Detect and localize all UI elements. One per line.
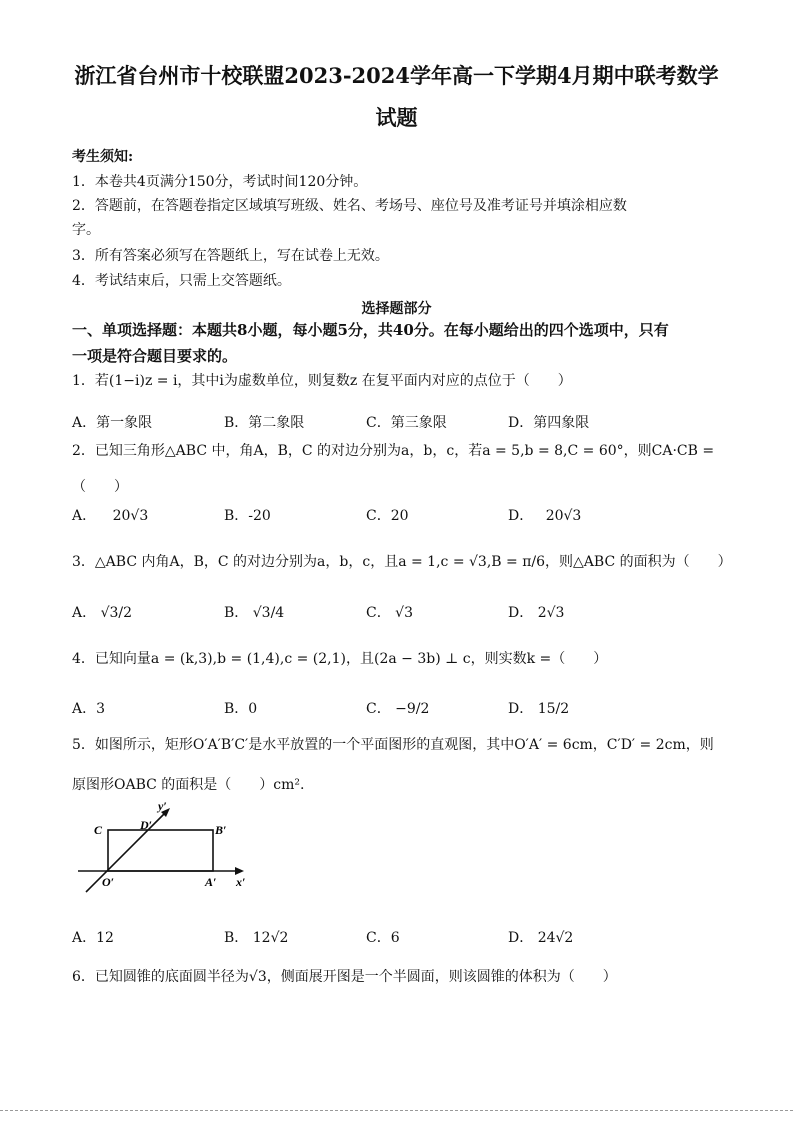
page-title-cont: 试题 [375, 105, 418, 130]
q1-option-d: D．第四象限 [508, 415, 590, 431]
rectangle-oabc [108, 830, 213, 871]
q5-option-b: B． 12√2 [224, 930, 289, 946]
q4-option-d: D． 15/2 [508, 701, 570, 717]
label-c: C [94, 823, 103, 837]
q2-option-a-value: 20√3 [112, 508, 149, 524]
oblique-rectangle-figure [78, 800, 253, 900]
q2-option-a: A． 20√3 [72, 508, 149, 524]
question-4-stem: 4．已知向量a = (k,3),b = (1,4),c = (2,1)，且(2a − 3b) ⊥ c，则实数k =（ ） [72, 651, 608, 667]
q5-option-d-value: 24√2 [537, 930, 574, 946]
page-title: 浙江省台州市十校联盟2023-2024学年高一下学期4月期中联考数学 [74, 63, 719, 88]
q2-option-b: B．-20 [224, 508, 271, 524]
q2-option-d: D． 20√3 [508, 508, 582, 524]
q4-option-c: C． −9/2 [366, 701, 430, 717]
q3-option-c-value: √3 [395, 605, 413, 621]
notice-item: 1．本卷共4页满分150分，考试时间120分钟。 [72, 174, 368, 190]
q3-option-b-value: √3/4 [252, 605, 285, 621]
question-2-stem: 2．已知三角形△ABC 中，角A，B，C 的对边分别为a，b，c，若a = 5,b = 8,C = 60°，则CA·CB = [72, 443, 715, 459]
q4-option-d-value: 15/2 [537, 701, 570, 717]
q1-option-c: C．第三象限 [366, 415, 447, 431]
q4-option-c-value: −9/2 [395, 701, 430, 717]
q3-option-a-value: √3/2 [100, 605, 133, 621]
question-3-stem: 3．△ABC 内角A，B，C 的对边分别为a，b，c，且a = 1,c = √3,B = π/6，则△ABC 的面积为（ ） [72, 554, 732, 570]
q1-option-b: B．第二象限 [224, 415, 305, 431]
q3-option-b: B． √3/4 [224, 605, 285, 621]
q3-option-d-value: 2√3 [537, 605, 565, 621]
q3-option-d: D． 2√3 [508, 605, 565, 621]
q2-option-d-value: 20√3 [545, 508, 582, 524]
question-5-stem-cont: 原图形OABC 的面积是（ ）cm². [72, 777, 305, 793]
notice-heading: 考生须知: [72, 149, 134, 165]
label-d-prime: D′ [140, 818, 153, 832]
x-axis-arrow [235, 867, 244, 875]
section-title: 选择题部分 [361, 301, 432, 317]
question-2-stem-cont: （ ） [72, 479, 128, 495]
question-5-stem: 5．如图所示，矩形O′A′B′C′是水平放置的一个平面图形的直观图，其中O′A′ = 6cm，C′D′ = 2cm，则 [72, 737, 714, 753]
notice-item: 4．考试结束后，只需上交答题纸。 [72, 273, 291, 289]
page-bottom-rule [0, 1110, 793, 1111]
q3-option-a: A． √3/2 [72, 605, 133, 621]
q5-option-c: C．6 [366, 930, 400, 946]
label-a-prime: A′ [205, 875, 217, 889]
question-1-stem: 1．若(1−i)z = i，其中i为虚数单位，则复数z 在复平面内对应的点位于（ ） [72, 373, 572, 389]
q4-option-b: B．0 [224, 701, 258, 717]
q5-option-a: A．12 [72, 930, 114, 946]
section-instructions: 一、单项选择题：本题共8小题，每小题5分，共40分。在每小题给出的四个选项中，只有 [72, 321, 669, 339]
notice-item: 3．所有答案必须写在答题纸上，写在试卷上无效。 [72, 248, 389, 264]
notice-item: 2．答题前，在答题卷指定区域填写班级、姓名、考场号、座位号及准考证号并填涂相应数 [72, 198, 627, 214]
q5-option-b-value: 12√2 [252, 930, 289, 946]
q3-option-c: C． √3 [366, 605, 413, 621]
label-o-prime: O′ [102, 875, 115, 889]
label-b-prime: B′ [215, 823, 227, 837]
notice-item: 字。 [72, 222, 100, 238]
label-y-prime: y′ [158, 800, 167, 813]
label-x-prime: x′ [236, 875, 246, 889]
q2-option-c: C．20 [366, 508, 409, 524]
section-instructions-cont: 一项是符合题目要求的。 [72, 347, 238, 365]
q4-option-a: A．3 [72, 701, 106, 717]
question-6-stem: 6．已知圆锥的底面圆半径为√3，侧面展开图是一个半圆面，则该圆锥的体积为（ ） [72, 969, 617, 985]
q5-option-d: D． 24√2 [508, 930, 574, 946]
q1-option-a: A．第一象限 [72, 415, 153, 431]
